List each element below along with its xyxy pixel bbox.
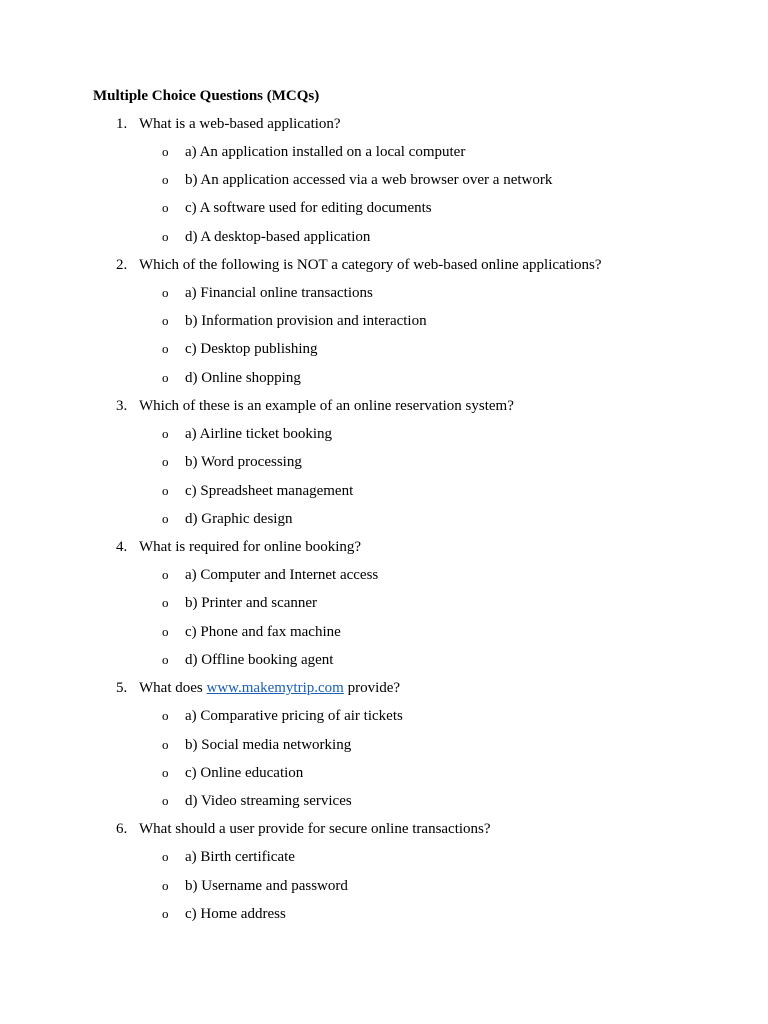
question-number: 1. (116, 116, 128, 132)
option-text: b) An application accessed via a web browser over a network (185, 172, 553, 188)
question-text (139, 679, 400, 697)
option-text: c) Desktop publishing (185, 341, 318, 357)
bullet-icon: o (162, 454, 169, 469)
option-text: b) Printer and scanner (185, 595, 318, 611)
question-number: 5. (116, 680, 128, 696)
bullet-icon: o (162, 906, 169, 921)
option-text: c) Phone and fax machine (185, 624, 341, 640)
bullet-icon: o (162, 426, 169, 441)
bullet-icon: o (162, 708, 169, 723)
option-text: d) Video streaming services (185, 793, 352, 809)
option-text: a) Computer and Internet access (185, 567, 379, 583)
bullet-icon: o (162, 313, 169, 328)
bullet-icon: o (162, 341, 169, 356)
bullet-icon: o (162, 229, 169, 244)
option-text: b) Word processing (185, 454, 302, 470)
question-number: 3. (116, 398, 128, 414)
option-text: c) A software used for editing documents (185, 200, 432, 216)
bullet-icon: o (162, 172, 169, 187)
bullet-icon: o (162, 595, 169, 610)
page-title: Multiple Choice Questions (MCQs) (93, 88, 320, 104)
option-text: c) Online education (185, 765, 304, 781)
bullet-icon: o (162, 285, 169, 300)
option-text: c) Spreadsheet management (185, 483, 354, 499)
bullet-icon: o (162, 765, 169, 780)
bullet-icon: o (162, 849, 169, 864)
bullet-icon: o (162, 624, 169, 639)
option-text: c) Home address (185, 906, 286, 922)
bullet-icon: o (162, 370, 169, 385)
question-number: 4. (116, 539, 128, 555)
bullet-icon: o (162, 793, 169, 808)
bullet-icon: o (162, 483, 169, 498)
question-text: What should a user provide for secure online transactions? (139, 821, 491, 837)
option-text: d) Graphic design (185, 511, 293, 527)
question-number: 2. (116, 257, 128, 273)
bullet-icon: o (162, 144, 169, 159)
option-text: b) Information provision and interaction (185, 313, 427, 329)
option-text: a) Birth certificate (185, 849, 295, 865)
makemytrip-link[interactable]: www.makemytrip.com (206, 680, 344, 696)
bullet-icon: o (162, 567, 169, 582)
bullet-icon: o (162, 200, 169, 215)
question-text: Which of the following is NOT a category of web-based online applications? (139, 257, 602, 273)
question-text-after: provide? (343, 680, 401, 696)
option-text: b) Username and password (185, 878, 348, 894)
option-text: a) Financial online transactions (185, 285, 373, 301)
option-text: a) Comparative pricing of air tickets (185, 708, 403, 724)
option-text: d) A desktop-based application (185, 229, 371, 245)
question-text: What is required for online booking? (139, 539, 362, 555)
option-text: b) Social media networking (185, 737, 352, 753)
bullet-icon: o (162, 511, 169, 526)
bullet-icon: o (162, 878, 169, 893)
bullet-icon: o (162, 652, 169, 667)
option-text: d) Online shopping (185, 370, 301, 386)
question-text: Which of these is an example of an online reservation system? (139, 398, 514, 414)
bullet-icon: o (162, 737, 169, 752)
question-text-before: What does (139, 680, 207, 696)
option-text: a) An application installed on a local computer (185, 144, 466, 160)
question-text: What is a web-based application? (139, 116, 341, 132)
question-number: 6. (116, 821, 128, 837)
option-text: d) Offline booking agent (185, 652, 334, 668)
option-text: a) Airline ticket booking (185, 426, 333, 442)
